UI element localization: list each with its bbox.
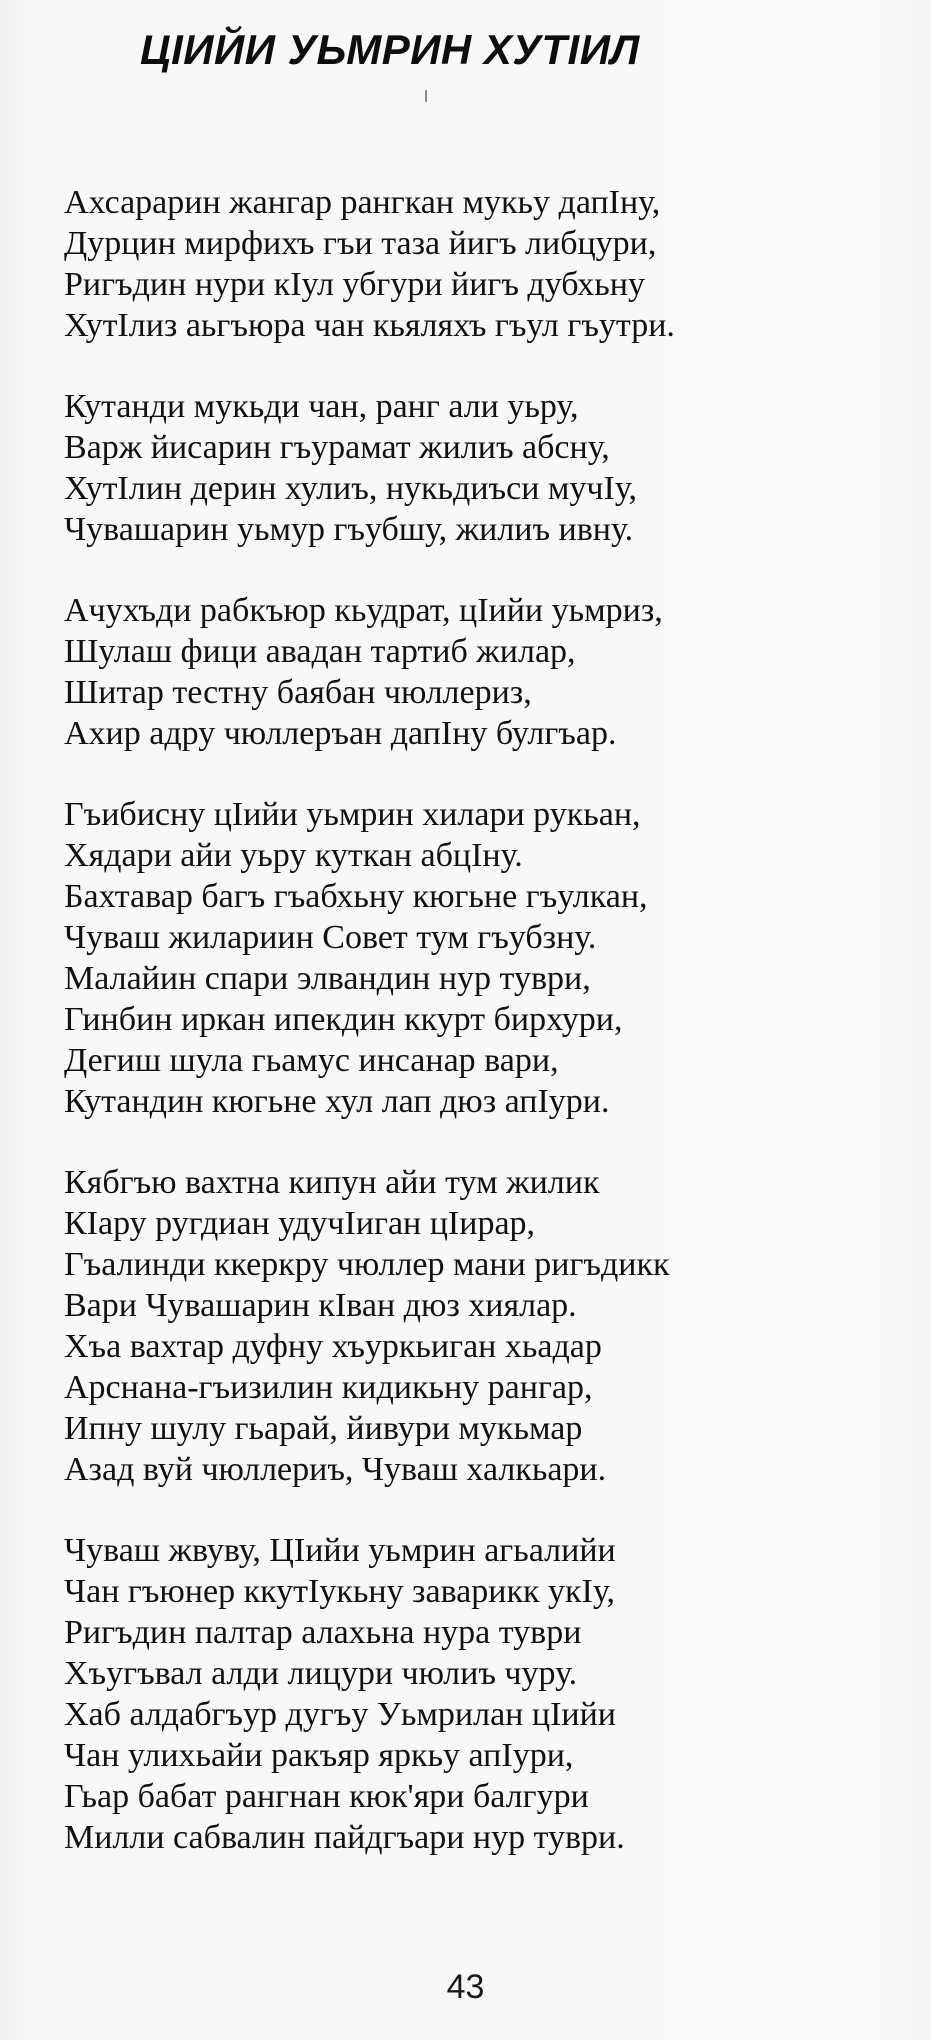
poem-line: Ахир адру чюллеръан дапIну булгъар. (64, 715, 617, 752)
poem-line: Ахсарарин жангар рангкан мукьу дапIну, (64, 184, 661, 221)
poem-line: Ригъдин нури кIул убгури йигъ дубхьну (64, 266, 645, 303)
stanza (64, 590, 914, 754)
stanza (64, 182, 914, 346)
stanza (64, 386, 914, 550)
poem-line: Гъалинди ккеркру чюллер мани ригъдикк (64, 1246, 670, 1283)
poem-line: Кутандин кюгьне хул лап дюз апIури. (64, 1083, 610, 1120)
poem-line: ХутIлиз аьгъюра чан кьяляхъ гъул гъутри. (64, 307, 675, 344)
poem-line: Гъибисну цIийи уьмрин хилари рукьан, (64, 796, 641, 833)
poem-line: Хаб алдабгъур дугъу Уьмрилан цIийи (64, 1696, 616, 1733)
poem-line: Чуваш жилариин Совет тум гъубзну. (64, 919, 597, 956)
stanza (64, 1530, 914, 1858)
poem-title: ЦIИЙИ УЬМРИН ХУТIИЛ (140, 26, 640, 73)
print-mark (425, 90, 427, 102)
poem-line: ХутIлин дерин хулиъ, нукьдиъси мучIу, (64, 470, 637, 507)
poem-line: Гьар бабат рангнан кюк'яри балгури (64, 1778, 589, 1815)
page-number: 43 (446, 1968, 485, 2006)
poem-line: Вари Чувашарин кIван дюз хиялар. (64, 1287, 577, 1324)
poem-line: Варж йисарин гъурамат жилиъ абсну, (64, 429, 610, 466)
poem-line: Хъа вахтар дуфну хъуркьиган хьадар (64, 1328, 602, 1365)
stanza (64, 1162, 914, 1490)
poem-line: Малайин спари элвандин нур туври, (64, 960, 591, 997)
poem-line: КIару ругдиан удучIиган цIирар, (64, 1205, 536, 1242)
poem-line: Ипну шулу гьарай, йивури мукьмар (64, 1410, 583, 1447)
poem-line: Чувашарин уьмур гъубшу, жилиъ ивну. (64, 511, 634, 548)
poem-line: Чан гъюнер ккутIукьну заварикк укIу, (64, 1573, 615, 1610)
poem-line: Хъугъвал алди лицури чюлиъ чуру. (64, 1655, 578, 1692)
poem-line: Дегиш шула гьамус инсанар вари, (64, 1042, 559, 1079)
poem-line: Чуваш жвуву, ЦIийи уьмрин агьалийи (64, 1532, 616, 1569)
poem-body (64, 182, 914, 1858)
poem-line: Кутанди мукьди чан, ранг али уьру, (64, 388, 579, 425)
stanza (64, 794, 914, 1122)
poem-line: Ачухъди рабкъюр кьудрат, цIийи уьмриз, (64, 592, 663, 629)
poem-line: Шитар тестну баябан чюллериз, (64, 674, 532, 711)
poem-line: Чан улихьайи ракъяр яркьу апIури, (64, 1737, 574, 1774)
poem-line: Бахтавар багъ гъабхьну кюгьне гъулкан, (64, 878, 648, 915)
poem-line: Милли сабвалин пайдгъари нур туври. (64, 1819, 625, 1856)
poem-line: Ригъдин палтар алахьна нура туври (64, 1614, 582, 1651)
poem-line: Кябгъю вахтна кипун айи тум жилик (64, 1164, 600, 1201)
poem-line: Азад вуй чюллериъ, Чуваш халкьари. (64, 1451, 607, 1488)
poem-line: Дурцин мирфихъ гъи таза йигъ либцури, (64, 225, 657, 262)
poem-line: Хядари айи уьру куткан абцIну. (64, 837, 523, 874)
poem-line: Гинбин иркан ипекдин ккурт бирхури, (64, 1001, 623, 1038)
poem-line: Шулаш фици авадан тартиб жилар, (64, 633, 576, 670)
poem-line: Арснана-гъизилин кидикьну рангар, (64, 1369, 593, 1406)
